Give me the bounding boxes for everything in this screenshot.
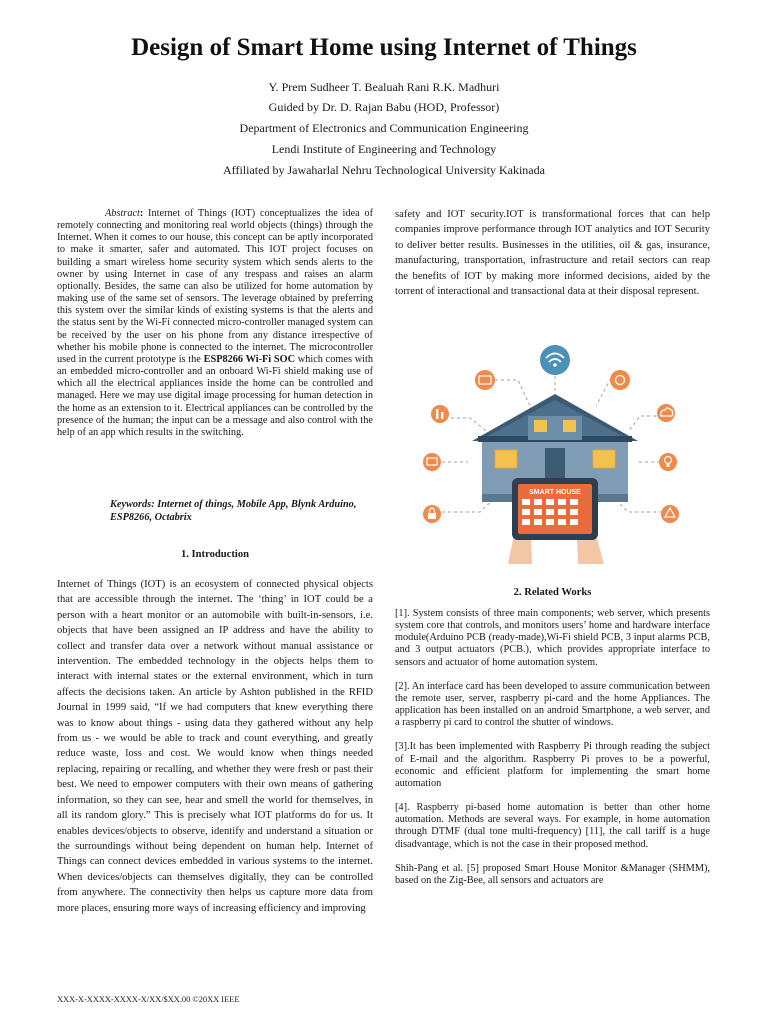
- intro-heading: 1. Introduction: [180, 549, 250, 560]
- related-heading: 2. Related Works: [513, 587, 592, 598]
- cloud-icon: [657, 404, 675, 422]
- related-p5: Shih-Pang et al. [5] proposed Smart House Monitor &Manager (SHMM), based on the Zig-Bee, all sensors and actuators are: [395, 862, 710, 886]
- abstract-chip: ESP8266 Wi-Fi SOC: [203, 353, 296, 365]
- wifi-icon: [540, 345, 570, 375]
- abstract-text-1: Internet of Things (IOT) conceptualizes the idea of remotely connecting and monitoring real world objects (things) through the Internet. When it comes to our house, this concept can be aptly incorporated to make it smarter, safer and automated. This IOT project focuses on building a smart wireless home security system which sends alerts to the owner by using Internet in case of any trespass and raises an alarm optionally. Besides, the same can also be utilized for home automation by making use of the same set of sensors. The leverage obtained by preferring this system over the similar kinds of existing systems is that the alerts and the status sent by the Wi-Fi connected micro-controller managed system can be received by the user on his phone from any distance irrespective of whether his mobile phone is connected to the internet. The microcontroller used in the current prototype is the: [57, 208, 373, 365]
- institute: Lendi Institute of Engineering and Technology: [271, 142, 497, 156]
- recycle-icon: [661, 505, 679, 523]
- related-works: [395, 608, 710, 887]
- smart-home-figure: [400, 336, 710, 564]
- tablet-screen: [512, 478, 598, 540]
- right-top-paragraph: safety and IOT security.IOT is transformational forces that can help companies improve performance through IOT analytics and IOT Security to deliver better results. Businesses in the utilities, oil & gas, insurance, manufacturing, transportation, infrastructure and retail sectors can reap the benefits of IOT by making more informed decisions, aided by the torrent of interactional and transactional data at their disposal represent.: [395, 209, 710, 298]
- department: Department of Electronics and Communication Engineering: [239, 121, 529, 135]
- paper-title: Design of Smart Home using Internet of Things: [131, 34, 637, 61]
- footer: XXX-X-XXXX-XXXX-X/XX/$XX.00 ©20XX IEEE: [57, 995, 240, 1004]
- affiliation: Affiliated by Jawaharlal Nehru Technological University Kakinada: [223, 163, 545, 177]
- sensor-icon: [431, 405, 449, 423]
- abstract-colon: :: [139, 208, 144, 219]
- tv-icon: [423, 453, 441, 471]
- intro-paragraph: Internet of Things (IOT) is an ecosystem of connected physical objects that are accessible through the internet. The ‘thing’ in IOT could be a person with a heart monitor or an automobile with built-in-sensors, i.e. objects that have been assigned an IP address and have the ability to collect and transfer data over a network without manual assistance or intervention. The embedded technology in the objects helps them to interact with internal states or the external environment, which in turn affects the decisions taken. An article by Ashton published in the RFID Journal in 1999 said, “If we had computers that knew everything there was to know about things - using data they gathered without any help from us - we would be able to track and count everything, and greatly reduce waste, loss and cost. We would know when things needed replacing, repairing or recalling, and whether they were fresh or past their best. We need to empower computers with their own means of gathering information, so they can see, hear and smell the world for themselves, in all its random glory.” This is precisely what IOT platforms do for us. It enables devices/objects to observe, identify and understand a situation or the surroundings without being dependent on human help. Internet of Things can connect devices embedded in various systems to the internet. When devices/objects can themselves digitally, they can be controlled from anywhere. The connectivity then helps us capture more data from more places, ensuring more ways of increasing efficiency and improving: [57, 579, 373, 914]
- lock-icon: [423, 505, 441, 523]
- smart-home-illustration: [400, 336, 710, 564]
- camera-icon: [610, 370, 630, 390]
- related-p4: [4]. Raspberry pi-based home automation is better than other home automation. Methods are several ways. For example, in home automation through DTMF (dual tone multi-frequency) [11], the call tariff is a huge disadvantage, which is not the case in their proposed method.: [395, 802, 710, 850]
- related-p1: [1]. System consists of three main components; web server, which presents system core that controls, and monitors users’ home and hardware interface module(Arduino PCB (ready-made),Wi-Fi shield PCB, 3 input alarms PCB, and 3 output actuators (PCB.), which provides appropriate interface to sensors and actuator of home automation system.: [395, 608, 710, 668]
- guide-line: Guided by Dr. D. Rajan Babu (HOD, Professor): [268, 100, 500, 114]
- related-p2: [2]. An interface card has been developed to assure communication between the remote user, server, raspberry pi-card and the home Appliances. The application has been installed on an android Smartphone, a web server, and a raspberry pi card to control the shutter of windows.: [395, 680, 710, 729]
- abstract-label: Abstract: [105, 208, 140, 219]
- thermometer-icon: [475, 370, 495, 390]
- authors: Y. Prem Sudheer T. Bealuah Rani R.K. Madhuri: [268, 80, 500, 94]
- intro-text: [57, 577, 373, 916]
- screen-label: SMART HOUSE: [529, 489, 581, 496]
- abstract: [57, 208, 373, 439]
- keywords: Keywords: Internet of things, Mobile App, Blynk Arduino, ESP8266, Octabrix: [110, 499, 357, 524]
- related-p3: [3].It has been implemented with Raspberry Pi through reading the subject of E-mail and the algorithm. Raspberry Pi proves to be a powerful, economic and efficient platform for implementing the smart home automation: [395, 741, 710, 789]
- lightbulb-icon: [659, 453, 677, 471]
- abstract-text-2: which comes with an embedded micro-controller and an onboard Wi-Fi shield making use of which all the electrical appliances inside the home can be controlled and managed. Here we may use digital image processing for human detection in the home as an extension to it. Electrical appliances can be controlled by the presence of the human; the input can be a message and also control with the help of an app which results in the switching.: [57, 353, 374, 438]
